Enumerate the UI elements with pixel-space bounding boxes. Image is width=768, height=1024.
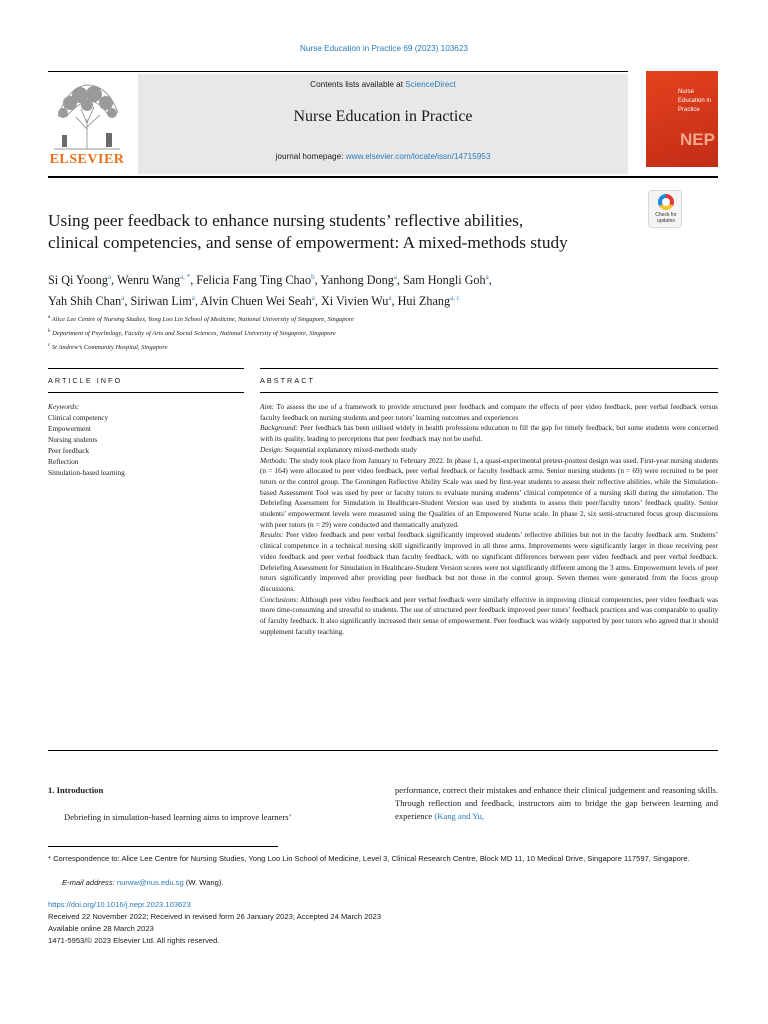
homepage-line [138,152,628,161]
contents-prefix: Contents lists available at [310,80,406,89]
cover-title-line: Nurse [678,89,695,95]
header-rule [48,71,628,72]
article-title-line: Using peer feedback to enhance nursing students’ reflective abilities, [48,211,524,230]
keyword: Empowerment [48,424,91,433]
homepage-link[interactable]: www.elsevier.com/locate/issn/14715953 [345,152,491,161]
author-affil-mark[interactable]: a [393,273,397,281]
author-name[interactable]: Wenru Wang [116,273,181,288]
author-list: Si Qi Yoong$^a$, Wenru Wang$^{a, *}$, Felicia Fang Ting Chao$^b$, Yanhong Dong$^a$, Sam Hongli Goh$^a$, Yah Shih Chan$^a$, Siriwan Lim$^a$, Alvin Chuen Wei Seah$^a$, Xi Vivien Wu$^a$, Hui Zhang$^{a, c}$ [48,273,492,309]
affiliation-text: St Andrew’s Community Hospital, Singapore [51,344,168,352]
affiliation [48,326,638,340]
abstract-body [260,402,718,637]
check-updates-icon [658,194,674,210]
check-for-updates-button[interactable] [648,190,682,228]
correspondence-note: * Correspondence to: Alice Lee Centre for Nursing Studies, Yong Loo Lin School of Medicine, Level 3, Clinical Research Centre, Block MD 11, 10 Medical Drive, Singapore 117597, Singapore. [48,854,690,863]
available-online: Available online 28 March 2023 [48,924,154,933]
abstract-section-label: Conclusions: [260,594,299,604]
abstract-section-label: Methods: [260,455,288,465]
publication-dates [48,911,381,947]
keyword: Nursing students [48,435,98,444]
author-name[interactable]: Xi Vivien Wu [321,294,389,309]
journal-name: Nurse Education in Practice [293,108,473,125]
cover-title [678,88,711,115]
article-title-line: clinical competencies, and sense of empowerment: A mixed-methods study [48,233,568,252]
author-name[interactable]: Yah Shih Chan [48,294,122,309]
header-thick-rule [48,176,718,178]
cover-title-line: Education in [678,98,712,104]
author-affil-mark[interactable]: a, c [450,294,460,303]
author-name[interactable]: Alvin Chuen Wei Seah [200,294,312,309]
footnote-rule [48,846,278,847]
author-affil-mark[interactable]: a [191,294,195,303]
abstract-section-text: Peer feedback has been utilised widely in health professions education to fill the gap for timely feedback, but some students were concerned with its quality, leading to perceptions that peer feedback may not be useful. [260,423,718,444]
homepage-prefix: journal homepage: [275,152,346,161]
abstract-section-text: Sequential explanatory mixed-methods study [283,444,417,454]
article-info-subrule [48,392,244,393]
abstract-section-text: Although peer video feedback and peer verbal feedback were similarly effective in improving clinical competencies, peer video feedback was more time-consuming and stressful to students. The use of structured peer feedback improved peer tutors’ feedback practices and was comparable to quality of faculty feedback. It also significantly increased their sense of empowerment. Peer feedback was widely supported by peer tutors who agreed that it should supplement faculty teaching. [260,594,718,636]
affiliation-mark: b [48,329,51,335]
reference-link[interactable]: (Kang and Yu, [434,811,484,821]
keyword: Reflection [48,457,79,466]
abstract-conclusions [260,595,718,638]
author-name[interactable]: Hui Zhang [397,294,451,309]
received-dates: Received 22 November 2022; Received in revised form 26 January 2023; Accepted 24 March 2023 [48,912,382,921]
affiliation [48,340,638,354]
introduction-heading: 1. Introduction [48,785,104,795]
abstract-heading: ABSTRACT [260,376,315,385]
author-name[interactable]: Yanhong Dong [320,273,394,288]
affiliation-text: Department of Psychology, Faculty of Arts and Social Sciences, National University of Singapore, Singapore [52,330,336,338]
affiliation-mark: c [48,343,51,349]
doi-link[interactable]: https://doi.org/10.1016/j.nepr.2023.103623 [48,900,191,909]
abstract-rule [260,368,718,369]
email-suffix: (W. Wang). [183,878,224,887]
abstract-subrule [260,392,718,393]
affiliation-list [48,312,638,354]
affiliation [48,312,638,326]
elsevier-wordmark: ELSEVIER [49,152,125,167]
keywords-label: Keywords: [48,402,80,411]
author-affil-mark[interactable]: a [121,294,125,303]
abstract-end-rule [48,750,718,751]
abstract-section-label: Background: [260,423,298,433]
abstract-aim [260,402,718,423]
article-info-rule [48,368,244,369]
author-name[interactable]: Felicia Fang Ting Chao [196,273,312,288]
affiliation-text: Alice Lee Centre of Nursing Studies, Yong Loo Lin School of Medicine, National University of Singapore, Singapore [51,316,354,324]
introduction-text: performance, correct their mistakes and enhance their clinical judgement and reasoning skills. Through reflection and feedback, instructors aim to bridge the gap between learning and experience [395,785,718,821]
author-name[interactable]: Si Qi Yoong [48,273,108,288]
keyword-list [48,401,244,478]
author-affil-mark[interactable]: a [107,273,112,281]
email-label: E-mail address: [62,878,115,887]
check-updates-label: updates [657,218,675,224]
author-affil-mark[interactable]: a, * [180,273,191,281]
abstract-section-text: The study took place from January to February 2022. In phase 1, a quasi-experimental pretest-posttest design was used. First-year nursing students (n = 164) were allocated to peer video feedback, peer verbal feedback or faculty feedback arms. Senior nursing students (n = 69) were recruited to be peer tutors or the control group. The Groningen Reflective Ability Scale was used by first-year students to assess their reflective abilities, while the Simulation-based Assessment Tool was used by peer or faculty tutors to evaluate nursing students’ clinical competence of a nursing skill during the simulation. The Debriefing Assessment for Simulation in Healthcare-Student Version was used by students to assess their peer/faculty tutors’ feedback quality. Senior students’ empowerment levels were measured using the Qualities of an Empowered Nurse scale. In phase 2, six semi-structured focus group discussions with peer tutors (n = 29) were conducted and thematically analyzed. [260,455,718,529]
check-updates-label: Check for [655,212,677,218]
abstract-section-label: Aim: [260,402,275,411]
author-name[interactable]: Siriwan Lim [130,294,192,309]
email-link[interactable]: nurww@nus.edu.sg [116,878,184,887]
abstract-methods [260,456,718,531]
abstract-section-label: Design: [260,444,284,454]
author-affil-mark[interactable]: a [311,294,315,303]
abstract-section-text: Peer video feedback and peer verbal feedback significantly improved students’ reflective abilities but not in the faculty feedback arm. Students’ clinical competence in a technical nursing skill significantly improved in all three arms. Improvements were significantly larger in those receiving peer video feedback and peer verbal feedback than faculty feedback, with no significant differences between peer video feedback and peer verbal feedback. Debriefing Assessment for Simulation in Healthcare-Student Version scores were not significantly different among the 3 arms. Empowerment levels of peer tutors significantly improved after providing peer feedback but not those in the control group. Seven themes were generated from the focus group discussions. [260,530,718,593]
email-line [62,878,224,887]
journal-cover-image[interactable] [646,71,718,167]
keyword: Clinical competency [48,413,109,422]
article-title [48,210,638,254]
cover-logo: NEP [680,130,715,149]
abstract-design [260,445,718,456]
article-info-heading: ARTICLE INFO [48,376,123,385]
affiliation-mark: a [48,315,51,320]
introduction-col2 [395,784,718,823]
sciencedirect-link[interactable]: ScienceDirect [405,80,456,89]
keyword: Peer feedback [48,446,90,455]
abstract-section-label: Results: [260,530,284,540]
abstract-results [260,530,718,594]
cover-title-line: Practice [678,107,700,113]
author-name[interactable]: Sam Hongli Goh [403,273,486,288]
abstract-background [260,423,718,444]
copyright: 1471-5953/© 2023 Elsevier Ltd. All rights reserved. [48,936,220,945]
author-affil-mark[interactable]: a [485,273,489,281]
abstract-section-text: To assess the use of a framework to provide structured peer feedback and compare the effects of peer video feedback, peer verbal feedback versus faculty feedback on nursing students and peer tutors’ learning outcomes and experiences [260,402,718,422]
contents-line [138,80,628,89]
author-affil-mark[interactable]: b [311,273,315,281]
keyword: Simulation-based learning [48,468,125,477]
introduction-col1: Debriefing in simulation-based learning aims to improve learners’ [64,812,292,822]
journal-citation[interactable]: Nurse Education in Practice 69 (2023) 103623 [300,44,468,53]
author-affil-mark[interactable]: a [388,294,392,303]
